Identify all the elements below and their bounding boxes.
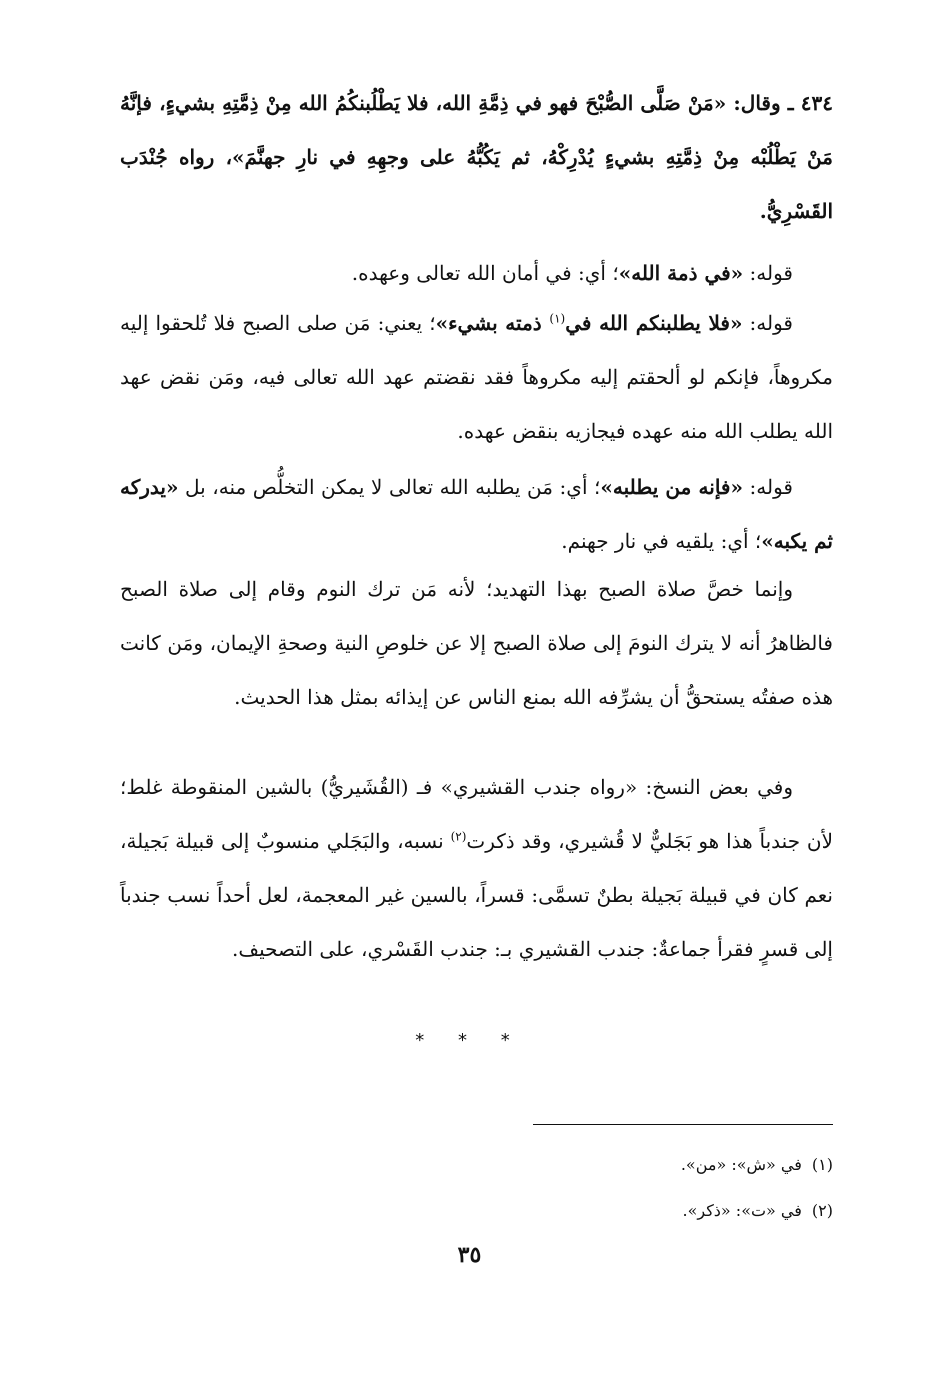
page-number: ٣٥ xyxy=(457,1242,482,1268)
hadith-body: ـ وقال: «مَنْ صَلَّى الصُّبْحَ فهو في ذِمَّةِ الله، فلا يَطْلُبنكُمُ الله مِنْ ذِمَّتِهِ بشيءٍ، فإنَّهُ مَنْ يَطْلُبْه مِنْ ذِمَّتِهِ بشيءٍ يُدْرِكْهُ، ثم يَكُبُّهُ على وجهِهِ في نارِ جهنَّمَ»، رواه جُنْدَب القَسْرِيُّ. xyxy=(120,91,833,223)
commentary-text: ؛ أي: في أمان الله تعالى وعهده. xyxy=(351,261,619,285)
lead-word: قوله: xyxy=(749,311,793,335)
commentary-paragraph-2 xyxy=(120,296,833,458)
footnote-reference-1[interactable]: (١) xyxy=(549,311,566,326)
commentary-text: وفي بعض النسخ: «رواه جندب القشيري» فـ (القُشَيريُّ) بالشين المنقوطة غلط؛ لأن جندباً هذا هو بَجَليٌّ لا قُشيري، وقد ذكرت xyxy=(120,775,833,853)
commentary-text-2: نسبه، والبَجَلي منسوبٌ إلى قبيلة بَجيلة، نعم كان في قبيلة بَجيلة بطنٌ تسمَّى: قسراً، بالسين غير المعجمة، لعل أحداً نسب جندباً إلى قسرٍ فقرأ جماعةٌ: جندب القشيري بـ: جندب القَسْري، على التصحيف. xyxy=(120,829,833,961)
footnotes xyxy=(120,1142,833,1234)
commentary-text-2: ؛ أي: يلقيه في نار جهنم. xyxy=(561,529,762,553)
footnote-number: (١) xyxy=(811,1155,833,1174)
hadith-text xyxy=(120,76,833,238)
footnote-divider xyxy=(533,1124,833,1125)
footnote-text: في «ت»: «ذكر». xyxy=(682,1201,802,1220)
commentary-paragraph-4 xyxy=(120,562,833,724)
footnote-1 xyxy=(120,1142,833,1188)
commentary-paragraph-1 xyxy=(120,246,833,300)
hadith-paragraph xyxy=(120,76,833,238)
footnote-text: في «ش»: «من». xyxy=(680,1155,802,1174)
quoted-lemma-2: «يدركه ثم يكبه» xyxy=(120,475,833,553)
section-separator: * * * xyxy=(415,1030,524,1051)
quoted-lemma-cont: ذمته بشيء» xyxy=(435,311,550,335)
commentary-text: ؛ أي: مَن يطلبه الله تعالى لا يمكن التخلُّص منه، بل xyxy=(178,475,601,499)
footnote-number: (٢) xyxy=(811,1201,833,1220)
commentary-text: ؛ يعني: مَن صلى الصبح فلا تُلحقوا إليه مكروهاً، فإنكم لو ألحقتم إليه مكروهاً فقد نقضتم عهد الله تعالى فيه، ومَن نقض عهد الله يطلب الله منه عهده فيجازيه بنقض عهده. xyxy=(120,311,833,443)
footnote-reference-2[interactable]: (٢) xyxy=(450,829,467,844)
quoted-lemma: «في ذمة الله» xyxy=(618,261,744,285)
lead-word: قوله: xyxy=(749,475,793,499)
commentary-text: وإنما خصَّ صلاة الصبح بهذا التهديد؛ لأنه مَن ترك النوم وقام إلى صلاة الصبح فالظاهرُ أنه لا يترك النومَ إلى صلاة الصبح إلا عن خلوصِ النية وصحةِ الإيمان، ومَن كانت هذه صفتُه يستحقُّ أن يشرِّفه الله بمنع الناس عن إيذائه بمثل هذا الحديث. xyxy=(120,577,833,709)
quoted-lemma: «فلا يطلبنكم الله في xyxy=(565,311,743,335)
hadith-number: ٤٣٤ xyxy=(800,91,833,115)
commentary-paragraph-3 xyxy=(120,460,833,568)
footnote-2 xyxy=(120,1188,833,1234)
commentary-paragraph-5 xyxy=(120,760,833,976)
quoted-lemma: «فإنه من يطلبه» xyxy=(600,475,743,499)
lead-word: قوله: xyxy=(749,261,793,285)
